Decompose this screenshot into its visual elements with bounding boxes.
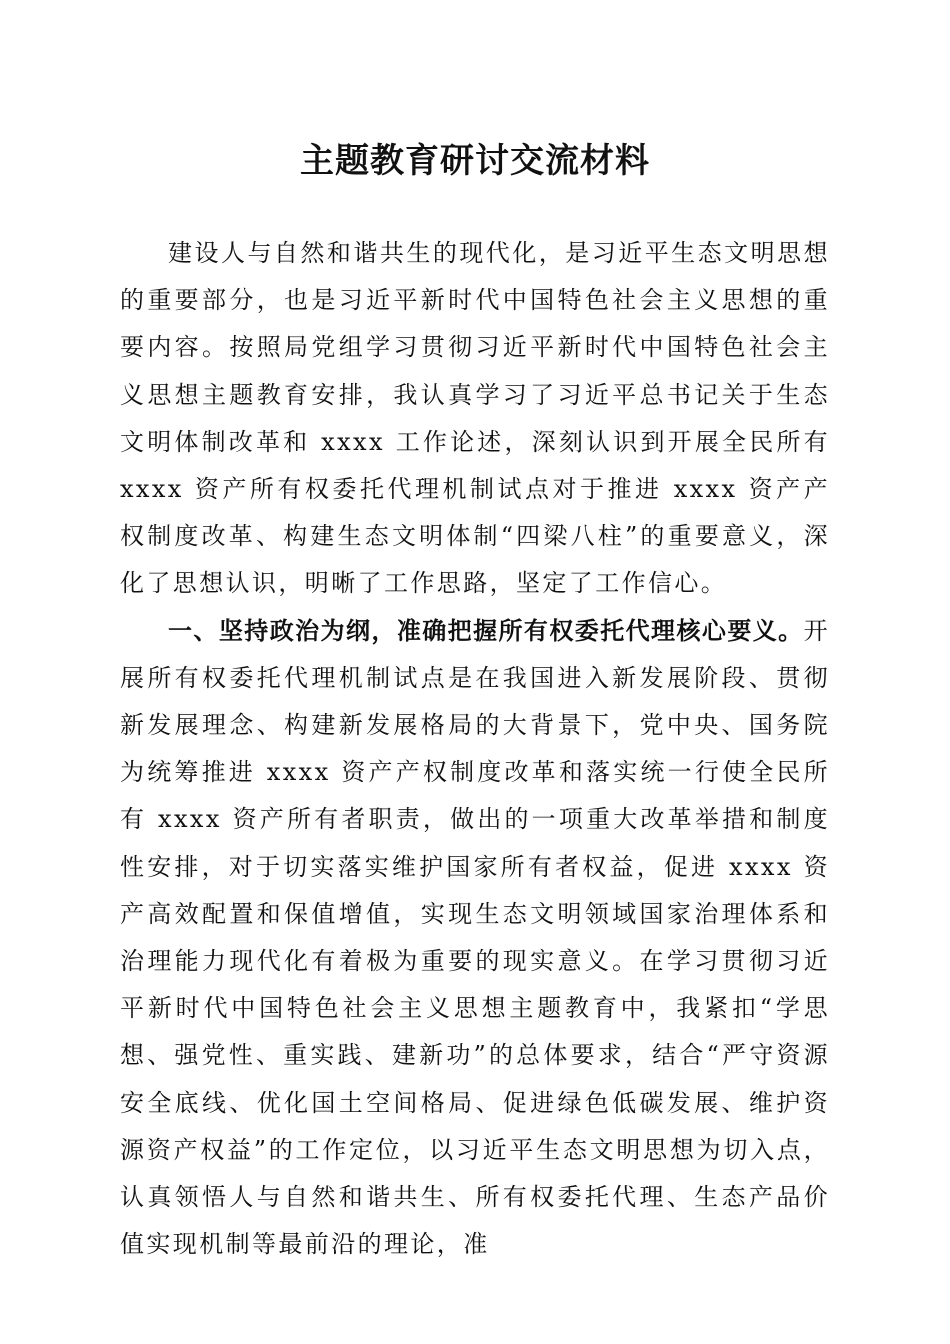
document-body (120, 230, 830, 1268)
section-1-paragraph (120, 608, 830, 1269)
section-1-body: 开展所有权委托代理机制试点是在我国进入新发展阶段、贯彻新发展理念、构建新发展格局的大背景下，党中央、国务院为统筹推进 xxxx 资产产权制度改革和落实统一行使全民所有 xxxx 资产所有者职责，做出的一项重大改革举措和制度性安排，对于切实落实维护国家所有者权益，促进 xxxx 资产高效配置和保值增值，实现生态文明领域国家治理体系和治理能力现代化有着极为重要的现实意义。在学习贯彻习近平新时代中国特色社会主义思想主题教育中，我紧扣“学思想、强党性、重实践、建新功”的总体要求，结合“严守资源安全底线、优化国土空间格局、促进绿色低碳发展、维护资源资产权益”的工作定位，以习近平生态文明思想为切入点，认真领悟人与自然和谐共生、所有权委托代理、生态产品价值实现机制等最前沿的理论，准 (120, 616, 830, 1259)
document-title: 主题教育研讨交流材料 (300, 141, 650, 181)
section-1-heading: 一、坚持政治为纲，准确把握所有权委托代理核心要义。 (168, 616, 804, 645)
intro-paragraph: 建设人与自然和谐共生的现代化，是习近平生态文明思想的重要部分，也是习近平新时代中国特色社会主义思想的重要内容。按照局党组学习贯彻习近平新时代中国特色社会主义思想主题教育安排，我认真学习了习近平总书记关于生态文明体制改革和 xxxx 工作论述，深刻认识到开展全民所有 xxxx 资产所有权委托代理机制试点对于推进 xxxx 资产产权制度改革、构建生态文明体制“四梁八柱”的重要意义，深化了思想认识，明晰了工作思路，坚定了工作信心。 (120, 239, 830, 598)
